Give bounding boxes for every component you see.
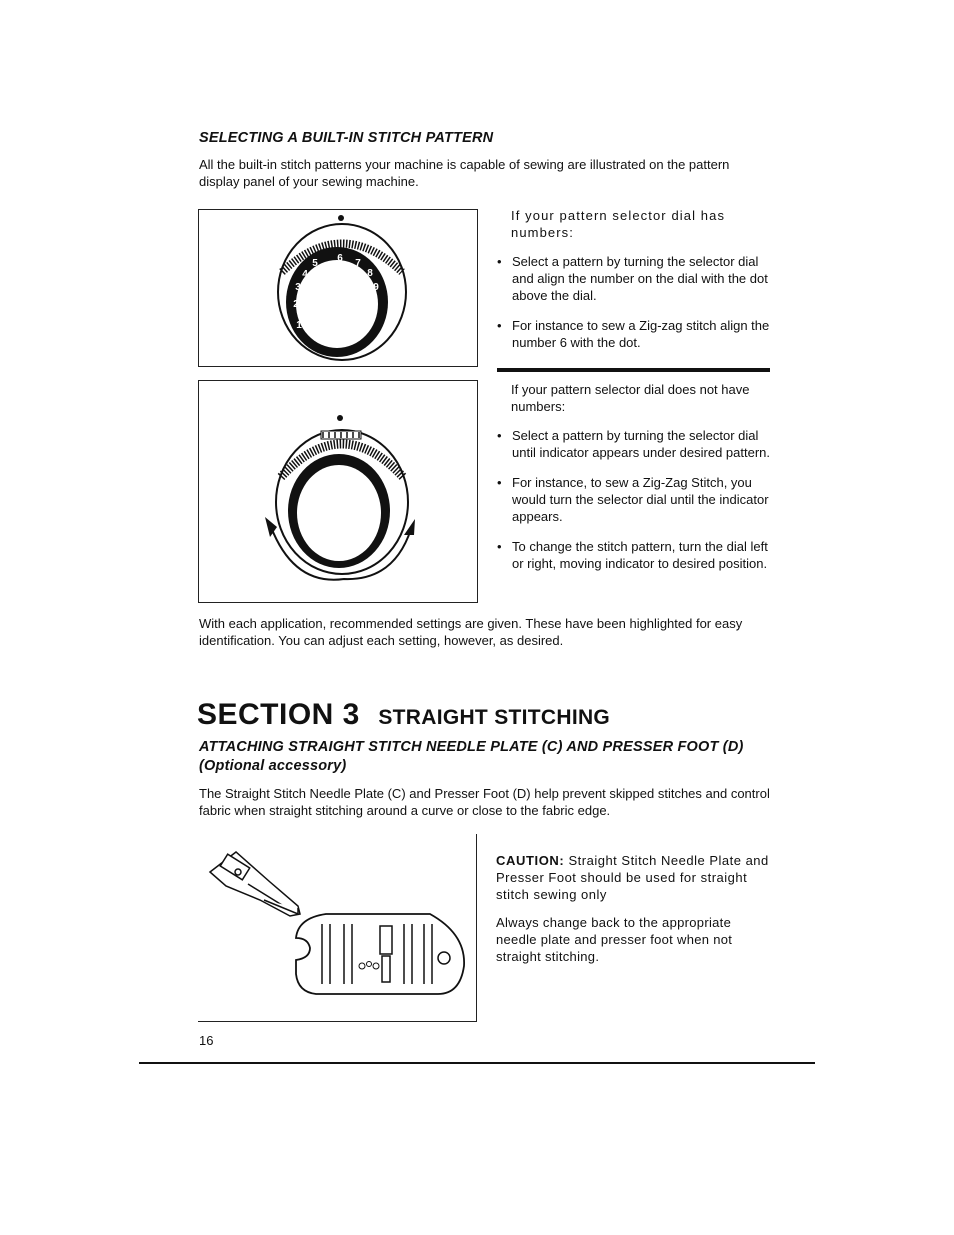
list-item: • For instance, to sew a Zig-Zag Stitch, you would turn the selector dial until the indicator appears. — [497, 475, 769, 524]
attaching-intro: The Straight Stitch Needle Plate (C) and Presser Foot (D) help prevent skipped stitches and control fabric when straight stitching around a curve or close to the fabric edge. — [199, 786, 770, 818]
section-number: SECTION 3 — [197, 698, 360, 731]
list-item: • Select a pattern by turning the selector dial and align the number on the dial with the dot above the dial. — [497, 254, 768, 303]
dial-number-3: 3 — [295, 282, 301, 293]
needle-plate-illustration — [198, 834, 476, 1021]
bullet-icon: • — [497, 428, 502, 443]
unnumbered-dial-intro: If your pattern selector dial does not have numbers: — [511, 382, 750, 414]
dial-number-4: 4 — [302, 269, 308, 280]
alignment-dot — [338, 215, 344, 221]
bullet-icon: • — [497, 254, 502, 269]
numbered-dial-illustration — [199, 210, 477, 366]
unnumbered-dial-steps — [497, 427, 771, 585]
section-title — [197, 698, 610, 732]
dial-number-1: 1 — [296, 320, 302, 331]
caution-text: CAUTION: Straight Stitch Needle Plate and Presser Foot should be used for straight stitch sewing only — [496, 853, 769, 902]
needle-plate — [296, 914, 464, 994]
divider — [497, 368, 770, 372]
caution-note: Always change back to the appropriate needle plate and presser foot when not straight stitching. — [496, 915, 733, 964]
page-number: 16 — [199, 1033, 214, 1048]
list-item: • For instance to sew a Zig-zag stitch align the number 6 with the dot. — [497, 318, 770, 350]
list-item: • To change the stitch pattern, turn the dial left or right, moving indicator to desired position. — [497, 539, 768, 571]
bullet-icon: • — [497, 475, 502, 490]
dial-number-8: 8 — [367, 268, 373, 279]
numbered-dial-figure — [198, 209, 478, 367]
caution-label: CAUTION: — [496, 853, 565, 868]
unnumbered-dial-illustration — [199, 381, 477, 602]
dial-number-9: 9 — [373, 282, 379, 293]
dial-number-5: 5 — [312, 258, 318, 269]
unnumbered-dial-figure — [198, 380, 478, 603]
bullet-icon: • — [497, 318, 502, 333]
settings-note: With each application, recommended settings are given. These have been highlighted for easy identification. You can adjust each setting, however, as desired. — [199, 616, 743, 648]
presser-foot — [210, 852, 300, 916]
section-heading-selecting: SELECTING A BUILT-IN STITCH PATTERN — [199, 130, 494, 146]
numbered-dial-intro: If your pattern selector dial has numbers: — [511, 208, 726, 240]
list-item: • Select a pattern by turning the selector dial until indicator appears under desired pattern. — [497, 428, 770, 460]
needle-plate-figure — [198, 834, 477, 1022]
dial-number-7: 7 — [355, 258, 361, 269]
dial-number-6: 6 — [337, 253, 343, 264]
section-name: STRAIGHT STITCHING — [378, 706, 611, 729]
bullet-icon: • — [497, 539, 502, 554]
numbered-dial-steps — [497, 253, 771, 364]
arrow-left-head-icon — [265, 517, 277, 537]
attaching-heading: ATTACHING STRAIGHT STITCH NEEDLE PLATE (C) AND PRESSER FOOT (D) (Optional accessory) — [199, 739, 744, 774]
alignment-dot — [337, 415, 343, 421]
footer-rule — [139, 1062, 815, 1064]
dial-number-2: 2 — [293, 299, 299, 310]
selecting-intro: All the built-in stitch patterns your machine is capable of sewing are illustrated on the pattern display panel of your sewing machine. — [199, 157, 730, 189]
